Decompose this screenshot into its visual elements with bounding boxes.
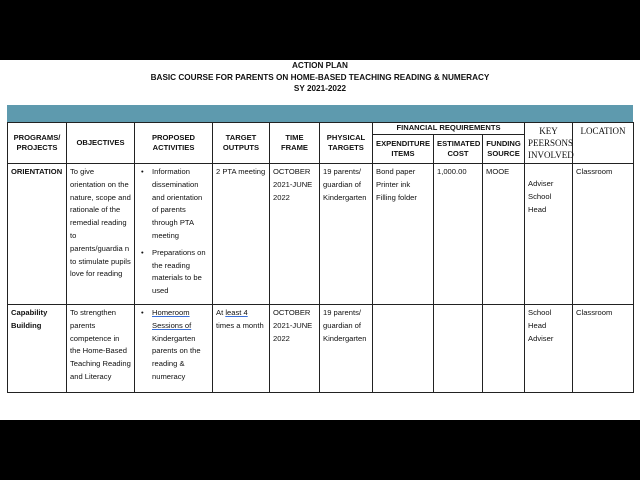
cell-time: OCTOBER 2021-JUNE 2022 [270, 304, 320, 392]
cell-activities [135, 164, 213, 305]
col-cost: ESTIMATED COST [434, 135, 483, 164]
person-item: School Head [528, 307, 552, 330]
list-item: • Information dissemination and orientation of parents through PTA meeting [152, 166, 209, 243]
cell-physical: 19 parents/ guardian of Kindergarten [320, 304, 373, 392]
cell-objective: To strengthen parents competence in the Home-Based Teaching Reading and Literacy [67, 304, 135, 392]
col-persons: KEY PEERSONS INVOLVED [525, 123, 573, 164]
title-school-year: SY 2021-2022 [293, 84, 347, 93]
cell-persons [525, 164, 573, 305]
header-band [7, 105, 633, 122]
col-physical: PHYSICAL TARGETS [320, 123, 373, 164]
expenditure-item: Printer ink [376, 179, 411, 189]
list-item: • Homeroom Sessions of Kindergarten parents on the reading & numeracy [152, 307, 209, 384]
title-course: BASIC COURSE FOR PARENTS ON HOME-BASED TEACHING READING & NUMERACY [150, 72, 490, 82]
cell-cost [434, 304, 483, 392]
cell-cost: 1,000.00 [434, 164, 483, 305]
col-funding: FUNDING SOURCE [483, 135, 525, 164]
col-location: LOCATION [573, 123, 634, 164]
cell-location: Classroom [573, 304, 634, 392]
cell-physical: 19 parents/ guardian of Kindergarten [320, 164, 373, 305]
table-row [8, 164, 634, 305]
cell-expenditure [373, 164, 434, 305]
person-item: School Head [528, 191, 552, 214]
table-row [8, 304, 634, 392]
col-programs: PROGRAMS/ PROJECTS [8, 123, 67, 164]
cell-objective: To give orientation on the nature, scope and rationale of the remedial reading to parents/guardia n to stimulate pupils love for reading [67, 164, 135, 305]
cell-expenditure [373, 304, 434, 392]
cell-output: At least 4 times a month [213, 304, 270, 392]
col-time: TIME FRAME [270, 123, 320, 164]
person-item: Adviser [528, 179, 554, 188]
expenditure-item: Filling folder [376, 192, 417, 202]
col-outputs: TARGET OUTPUTS [213, 123, 270, 164]
cell-output: 2 PTA meeting [213, 164, 270, 305]
person-item: Adviser [528, 333, 554, 343]
cell-persons [525, 304, 573, 392]
cell-activities [135, 304, 213, 392]
action-plan-table [7, 122, 634, 393]
col-expenditure: EXPENDITURE ITEMS [373, 135, 434, 164]
title-action-plan: ACTION PLAN [292, 61, 348, 70]
cell-funding: MOOE [483, 164, 525, 305]
expenditure-item: Bond paper [376, 167, 416, 176]
list-item: • Preparations on the reading materials to be used [152, 247, 209, 298]
col-financial: FINANCIAL REQUIREMENTS [373, 123, 525, 135]
document-header [0, 60, 640, 95]
col-objectives: OBJECTIVES [67, 123, 135, 164]
cell-program: ORIENTATION [8, 164, 67, 305]
cell-time: OCTOBER 2021-JUNE 2022 [270, 164, 320, 305]
cell-funding [483, 304, 525, 392]
header-row [8, 123, 634, 135]
col-activities: PROPOSED ACTIVITIES [135, 123, 213, 164]
document-page [0, 60, 640, 420]
cell-program: Capability Building [8, 304, 67, 392]
cell-location: Classroom [573, 164, 634, 305]
